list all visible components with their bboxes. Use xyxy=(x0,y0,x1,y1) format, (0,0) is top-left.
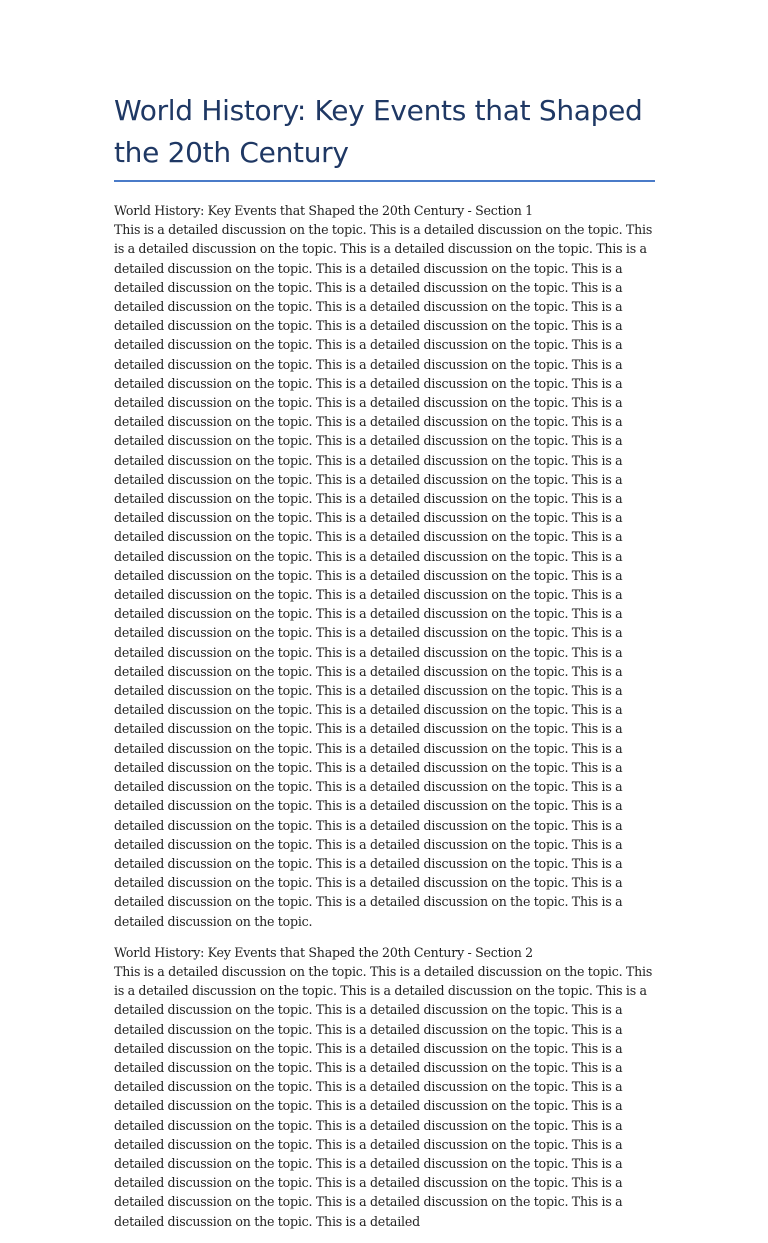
document-page xyxy=(114,90,656,1243)
section-2 xyxy=(114,943,656,1231)
section-heading: World History: Key Events that Shaped the 20th Century - Section 1 xyxy=(114,203,533,218)
title-divider xyxy=(114,180,655,182)
document-title: World History: Key Events that Shaped the 20th Century xyxy=(114,94,643,169)
section-heading: World History: Key Events that Shaped the 20th Century - Section 2 xyxy=(114,944,533,960)
section-body: This is a detailed discussion on the topic. This is a detailed discussion on the topic. This is a detailed discussion on the topic. This is a detailed discussion on the topic. This is a detailed discussion on the topic. This is a detailed discussion on the topic. This is a detailed discussion on the topic. This is a detailed discussion on the topic. This is a detailed discussion on the topic. This is a detailed discussion on the topic. This is a detailed discussion on the topic. This is a detailed discussion on the topic. This is a detailed discussion on the topic. This is a detailed discussion on the topic. This is a detailed discussion on the topic. This is a detailed discussion on the topic. This is a detailed discussion on the topic. This is a detailed discussion on the topic. This is a detailed discussion on the topic. This is a detailed discussion on the topic. This is a detailed discussion on the topic. This is a detailed discussion on the topic. This is a detailed discussion on the topic. This is a detailed discussion on the topic. This is a detailed discussion on the topic. This is a detailed discussion on the topic. This is a detailed discussion on the topic. This is a detailed xyxy=(114,963,653,1229)
section-1 xyxy=(114,201,656,931)
section-body: This is a detailed discussion on the topic. This is a detailed discussion on the topic. This is a detailed discussion on the topic. This is a detailed discussion on the topic. This is a detailed discussion on the topic. This is a detailed discussion on the topic. This is a detailed discussion on the topic. This is a detailed discussion on the topic. This is a detailed discussion on the topic. This is a detailed discussion on the topic. This is a detailed discussion on the topic. This is a detailed discussion on the topic. This is a detailed discussion on the topic. This is a detailed discussion on the topic. This is a detailed discussion on the topic. This is a detailed discussion on the topic. This is a detailed discussion on the topic. This is a detailed discussion on the topic. This is a detailed discussion on the topic. This is a detailed discussion on the topic. This is a detailed discussion on the topic. This is a detailed discussion on the topic. This is a detailed discussion on the topic. This is a detailed discussion on the topic. This is a detailed discussion on the topic. This is a detailed discussion on the topic. This is a detailed discussion on the topic. This is a detailed discussion on the topic. This is a detailed discussion on the topic. This is a detailed discussion on the topic. This is a detailed discussion on the topic. This is a detailed discussion on the topic. This is a detailed discussion on the topic. This is a detailed discussion on the topic. This is a detailed discussion on the topic. This is a detailed discussion on the topic. This is a detailed discussion on the topic. This is a detailed discussion on the topic. This is a detailed discussion on the topic. This is a detailed discussion on the topic. This is a detailed discussion on the topic. This is a detailed discussion on the topic. This is a detailed discussion on the topic. This is a detailed discussion on the topic. This is a detailed discussion on the topic. This is a detailed discussion on the topic. This is a detailed discussion on the topic. This is a detailed discussion on the topic. This is a detailed discussion on the topic. This is a detailed discussion on the topic. This is a detailed discussion on the topic. This is a detailed discussion on the topic. This is a detailed discussion on the topic. This is a detailed discussion on the topic. This is a detailed discussion on the topic. This is a detailed discussion on the topic. This is a detailed discussion on the topic. This is a detailed discussion on the topic. This is a detailed discussion on the topic. This is a detailed discussion on the topic. This is a detailed discussion on the topic. This is a detailed discussion on the topic. This is a detailed discussion on the topic. This is a detailed discussion on the topic. This is a detailed discussion on the topic. This is a detailed discussion on the topic. This is a detailed discussion on the topic. This is a detailed discussion on the topic. This is a detailed discussion on the topic. This is a detailed discussion on the topic. This is a detailed discussion on the topic. This is a detailed discussion on the topic. This is a detailed discussion on the topic. xyxy=(114,222,653,929)
